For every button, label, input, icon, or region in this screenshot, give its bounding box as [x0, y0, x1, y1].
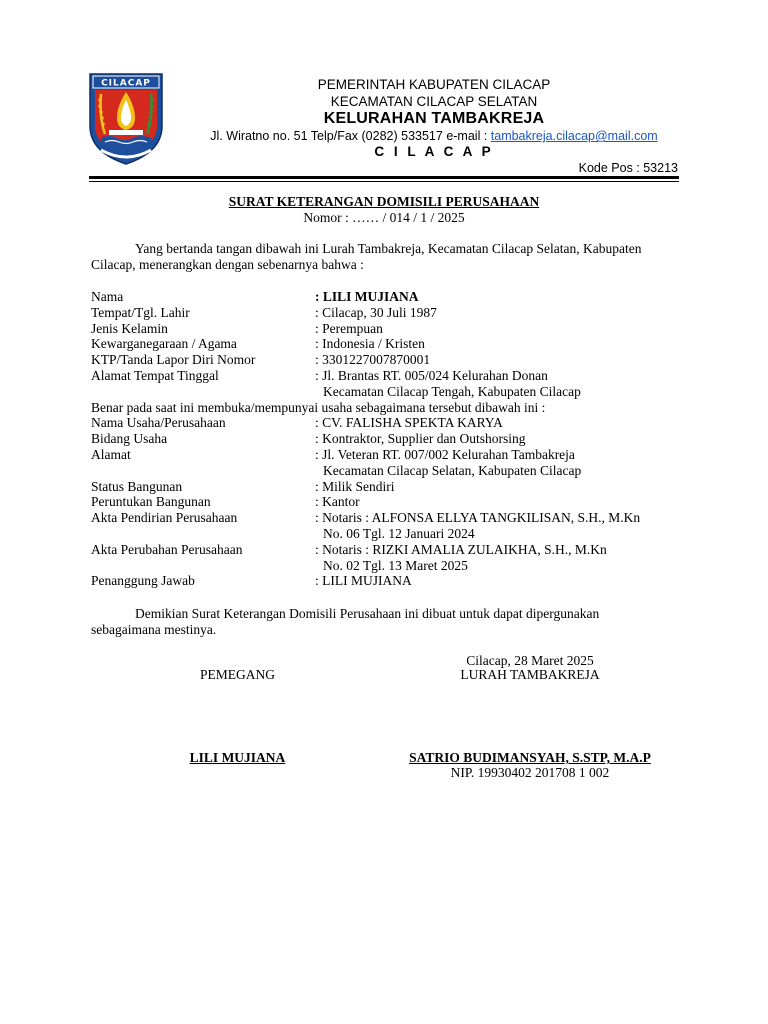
detail-value: : LILI MUJIANA: [315, 289, 419, 304]
header-divider-thick: [89, 176, 679, 179]
detail-label: Akta Perubahan Perusahaan: [91, 541, 243, 557]
header-government-line: PEMERINTAH KABUPATEN CILACAP: [317, 77, 551, 92]
signature-holder-role: PEMEGANG: [199, 667, 275, 682]
detail-label: Kewarganegaraan / Agama: [91, 336, 237, 352]
header-divider-thin: [89, 181, 679, 182]
letter-title: [89, 194, 679, 210]
detail-value: : Cilacap, 30 Juli 1987: [315, 304, 437, 320]
header-email-link[interactable]: tambakreja.cilacap@mail.com: [490, 129, 658, 143]
svg-text:CILACAP: CILACAP: [101, 78, 151, 89]
detail-label: Nama Usaha/Perusahaan: [91, 415, 226, 431]
header-postal-code: Kode Pos : 53213: [578, 161, 678, 175]
detail-row: [91, 321, 681, 337]
detail-label: Jenis Kelamin: [91, 320, 168, 336]
detail-label: Nama: [91, 289, 124, 304]
header-address-text: Jl. Wiratno no. 51 Telp/Fax (0282) 533517 e-mail :: [210, 129, 491, 143]
header-city: C I L A C A P: [374, 144, 494, 159]
detail-row: [91, 542, 681, 558]
header-address-line: [190, 129, 678, 143]
detail-label: Peruntukan Bangunan: [91, 494, 211, 510]
detail-value-continuation: No. 06 Tgl. 12 Januari 2024: [323, 525, 475, 541]
detail-label: Tempat/Tgl. Lahir: [91, 304, 190, 320]
cilacap-regency-crest-logo: [87, 72, 165, 166]
detail-row: [91, 431, 681, 447]
detail-row: [91, 352, 681, 368]
letter-details-block: [91, 289, 681, 589]
detail-value: : Kontraktor, Supplier dan Outshorsing: [315, 431, 526, 447]
detail-value: : Jl. Brantas RT. 005/024 Kelurahan Donan: [315, 367, 548, 383]
detail-value: : 3301227007870001: [315, 352, 431, 368]
detail-value: : LILI MUJIANA: [315, 573, 412, 589]
detail-row: [91, 510, 681, 526]
business-intro-line: Benar pada saat ini membuka/mempunyai usaha sebagaimana tersebut dibawah ini :: [91, 399, 546, 415]
detail-value-continuation: Kecamatan Cilacap Tengah, Kabupaten Cilacap: [323, 383, 581, 399]
header-village-name: KELURAHAN TAMBAKREJA: [323, 110, 545, 127]
signature-official-nip: NIP. 19930402 201708 1 002: [450, 765, 610, 780]
detail-value: : Indonesia / Kristen: [315, 336, 425, 352]
detail-value: : Kantor: [315, 494, 360, 510]
detail-value-continuation: Kecamatan Cilacap Selatan, Kabupaten Cilacap: [323, 462, 582, 478]
detail-label: Bidang Usaha: [91, 431, 168, 447]
detail-row: [91, 305, 681, 321]
letter-number: Nomor : …… / 014 / 1 / 2025: [303, 210, 465, 225]
signature-official-role: LURAH TAMBAKREJA: [460, 667, 600, 682]
detail-value: : Notaris : ALFONSA ELLYA TANGKILISAN, S.H., M.Kn: [315, 510, 641, 526]
detail-value: : Jl. Veteran RT. 007/002 Kelurahan Tambakreja: [315, 446, 575, 462]
detail-label: Status Bangunan: [91, 478, 183, 494]
detail-row: [91, 573, 681, 589]
signature-place-date: Cilacap, 28 Maret 2025: [466, 653, 594, 668]
signature-holder-name: LILI MUJIANA: [189, 750, 286, 765]
detail-row: [91, 368, 681, 384]
detail-label: Akta Pendirian Perusahaan: [91, 510, 238, 526]
letter-intro-paragraph: Yang bertanda tangan dibawah ini Lurah Tambakreja, Kecamatan Cilacap Selatan, Kabupaten Cilacap, menerangkan dengan sebenarnya bahwa :: [91, 241, 642, 272]
detail-label: KTP/Tanda Lapor Diri Nomor: [91, 352, 256, 368]
detail-label: Alamat Tempat Tinggal: [91, 367, 219, 383]
detail-row: [91, 289, 681, 305]
detail-row: [91, 479, 681, 495]
detail-row: [91, 447, 681, 463]
letter-title-text: SURAT KETERANGAN DOMISILI PERUSAHAAN: [228, 194, 540, 209]
detail-label: Alamat: [91, 446, 131, 462]
detail-value-continuation: No. 02 Tgl. 13 Maret 2025: [323, 557, 468, 573]
detail-row: [91, 415, 681, 431]
detail-value: : Notaris : RIZKI AMALIA ZULAIKHA, S.H., M.Kn: [315, 541, 607, 557]
detail-row: [91, 494, 681, 510]
detail-label: Penanggung Jawab: [91, 573, 195, 589]
letter-closing-paragraph: Demikian Surat Keterangan Domisili Perusahaan ini dibuat untuk dapat dipergunakan sebagaimana mestinya.: [91, 606, 600, 637]
detail-value: : Milik Sendiri: [315, 478, 395, 494]
detail-value: : CV. FALISHA SPEKTA KARYA: [315, 415, 503, 431]
signature-official-name: SATRIO BUDIMANSYAH, S.STP, M.A.P: [409, 750, 651, 765]
detail-row: [91, 336, 681, 352]
header-district-line: KECAMATAN CILACAP SELATAN: [330, 94, 538, 109]
detail-value: : Perempuan: [315, 320, 383, 336]
